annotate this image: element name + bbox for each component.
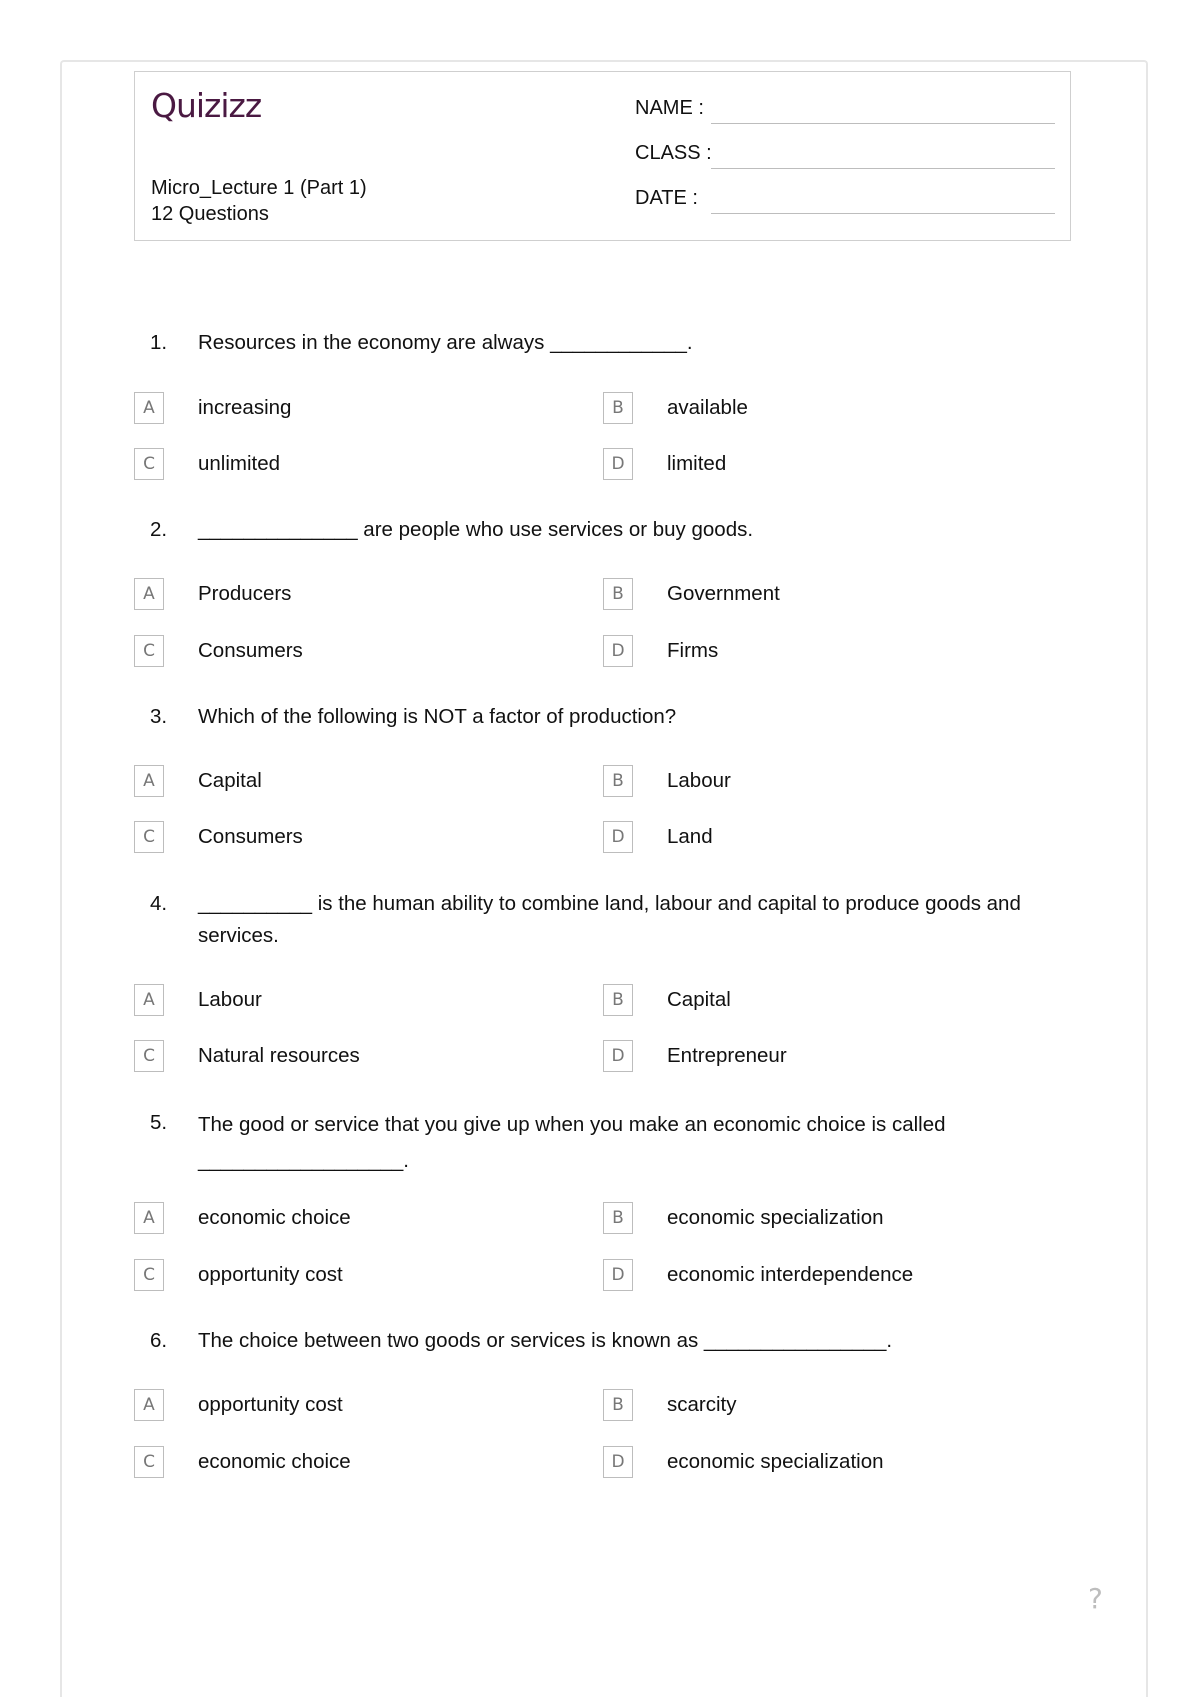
class-line [711,168,1055,169]
question-text: Which of the following is NOT a factor of production? [198,705,677,728]
option-text: scarcity [667,1393,737,1416]
option-text: economic interdependence [667,1263,914,1286]
question-text: The good or service that you give up when you make an economic choice is called __________________. [198,1113,946,1172]
question-text: __________ is the human ability to combine land, labour and capital to produce goods and services. [198,892,1021,947]
option-text: Consumers [198,825,303,848]
date-field[interactable] [635,184,1055,212]
question-number: 2. [150,518,168,541]
option-text: available [667,396,748,419]
option-text: increasing [198,396,292,419]
date-label: DATE : [635,187,698,209]
name-label: NAME : [635,97,704,119]
option-text: Firms [667,639,719,662]
name-line [711,123,1055,124]
option-text: Labour [198,988,262,1011]
option-text: economic choice [198,1206,351,1229]
question-number: 6. [150,1329,168,1352]
date-line [711,213,1055,214]
option-letter-box[interactable]: D [603,635,633,667]
option-letter-box[interactable]: B [603,765,633,797]
option-text: opportunity cost [198,1263,343,1286]
option-text: Government [667,582,780,605]
option-text: opportunity cost [198,1393,343,1416]
option-text: Entrepreneur [667,1044,787,1067]
worksheet-header [134,71,1071,241]
option-letter-box[interactable]: D [603,1040,633,1072]
option-letter-box[interactable]: C [134,635,164,667]
option-text: economic specialization [667,1450,884,1473]
option-letter-box[interactable]: C [134,1446,164,1478]
option-letter-box[interactable]: B [603,984,633,1016]
option-text: Consumers [198,639,303,662]
option-letter-box[interactable]: B [603,1389,633,1421]
option-text: limited [667,452,727,475]
option-text: Natural resources [198,1044,360,1067]
option-letter-box[interactable]: A [134,1389,164,1421]
option-text: Land [667,825,713,848]
question-text: ______________ are people who use services or buy goods. [198,518,754,541]
option-letter-box[interactable]: A [134,1202,164,1234]
option-letter-box[interactable]: D [603,821,633,853]
option-letter-box[interactable]: D [603,448,633,480]
quizizz-logo: Quizizz [151,86,262,125]
option-text: Labour [667,769,731,792]
question-count: 12 Questions [151,203,269,225]
question-text: The choice between two goods or services is known as ________________. [198,1329,893,1352]
question-number: 5. [150,1111,168,1134]
option-text: economic choice [198,1450,351,1473]
option-text: Producers [198,582,292,605]
option-letter-box[interactable]: B [603,1202,633,1234]
option-letter-box[interactable]: C [134,1040,164,1072]
option-letter-box[interactable]: A [134,578,164,610]
option-letter-box[interactable]: A [134,765,164,797]
option-letter-box[interactable]: A [134,392,164,424]
option-letter-box[interactable]: B [603,578,633,610]
option-letter-box[interactable]: A [134,984,164,1016]
name-field[interactable] [635,94,1055,122]
question-number: 4. [150,892,168,915]
option-letter-box[interactable]: D [603,1446,633,1478]
class-field[interactable] [635,139,1055,167]
option-letter-box[interactable]: C [134,821,164,853]
option-text: Capital [667,988,731,1011]
help-icon[interactable]: ? [1088,1582,1103,1615]
option-letter-box[interactable]: D [603,1259,633,1291]
question-number: 1. [150,331,168,354]
option-letter-box[interactable]: C [134,448,164,480]
question-text: Resources in the economy are always ____________. [198,331,693,354]
option-letter-box[interactable]: B [603,392,633,424]
option-text: economic specialization [667,1206,884,1229]
quiz-title: Micro_Lecture 1 (Part 1) [151,177,367,199]
class-label: CLASS : [635,142,712,164]
option-text: Capital [198,769,262,792]
question-number: 3. [150,705,168,728]
option-text: unlimited [198,452,281,475]
option-letter-box[interactable]: C [134,1259,164,1291]
